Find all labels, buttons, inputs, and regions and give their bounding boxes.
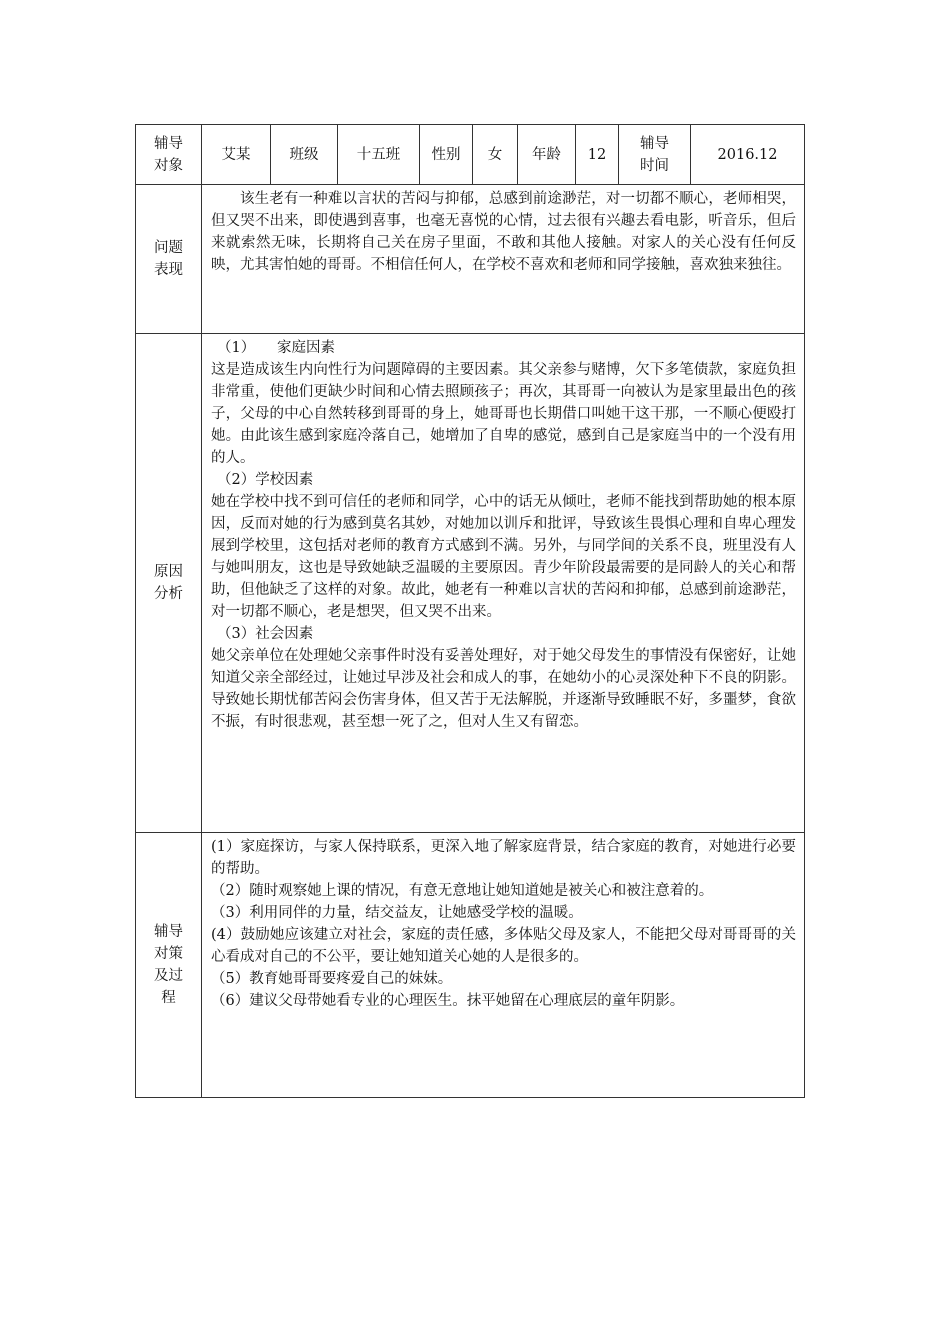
time-label: 辅导时间 (619, 125, 691, 185)
strategy-item: （2）随时观察她上课的情况，有意无意地让她知道她是被关心和被注意着的。 (211, 883, 714, 899)
student-name: 艾某 (202, 125, 271, 185)
strategy-label: 辅导对策及过程 (136, 833, 202, 1098)
strategy-cell (202, 833, 805, 1098)
cause-label: 原因分析 (136, 334, 202, 833)
problem-row (136, 185, 805, 334)
time-value: 2016.12 (691, 125, 805, 185)
record-table (135, 124, 805, 1098)
social-factor-text: 她父亲单位在处理她父亲事件时没有妥善处理好，对于她父母发生的事情没有保密好，让她知道父亲全部经过，让她过早涉及社会和成人的事，在她幼小的心灵深处种下不良的阴影。导致她长期忧郁苦闷会伤害身体，但又苦于无法解脱，并逐渐导致睡眠不好，多噩梦，食欲不振，有时很悲观，甚至想一死了之，但对人生又有留恋。 (211, 648, 796, 730)
cause-cell (202, 334, 805, 833)
age-value: 12 (576, 125, 619, 185)
strategy-row (136, 833, 805, 1098)
gender-label: 性别 (420, 125, 473, 185)
problem-label: 问题表现 (136, 185, 202, 334)
counseling-record (135, 124, 804, 1098)
strategy-item: （3）利用同伴的力量，结交益友，让她感受学校的温暖。 (211, 905, 583, 921)
school-factor-heading: （2）学校因素 (217, 472, 314, 488)
gender-value: 女 (473, 125, 518, 185)
target-label: 辅导对象 (136, 125, 202, 185)
school-factor-text: 她在学校中找不到可信任的老师和同学，心中的话无从倾吐，老师不能找到帮助她的根本原因，反而对她的行为感到莫名其妙，对她加以训斥和批评，导致该生畏惧心理和自卑心理发展到学校里，这包括对老师的教育方式感到不满。另外，与同学间的关系不良，班里没有人与她叫朋友，这也是导致她缺乏温暖的主要原因。青少年阶段最需要的是同龄人的关心和帮助，但他缺乏了这样的对象。故此，她老有一种难以言状的苦闷和抑郁，总感到前途渺茫，对一切都不顺心，老是想哭，但又哭不出来。 (211, 494, 796, 620)
cause-row (136, 334, 805, 833)
age-label: 年龄 (518, 125, 576, 185)
family-factor-text: 这是造成该生内向性行为问题障碍的主要因素。其父亲参与赌博，欠下多笔债款，家庭负担非常重，使他们更缺少时间和心情去照顾孩子；再次，其哥哥一向被认为是家里最出色的孩子，父母的中心自然转移到哥哥的身上，她哥哥也长期借口叫她干这干那，一不顺心便殴打她。由此该生感到家庭冷落自己，她增加了自卑的感觉，感到自己是家庭当中的一个没有用的人。 (211, 362, 796, 466)
strategy-item: （6）建议父母带她看专业的心理医生。抹平她留在心理底层的童年阴影。 (211, 993, 685, 1009)
class-label: 班级 (271, 125, 338, 185)
strategy-item: (1）家庭探访，与家人保持联系，更深入地了解家庭背景，结合家庭的教育，对她进行必要的帮助。 (211, 839, 796, 877)
header-row (136, 125, 805, 185)
strategy-item: (4）鼓励她应该建立对社会，家庭的责任感，多体贴父母及家人，不能把父母对哥哥哥的关心看成对自己的不公平，要让她知道关心她的人是很多的。 (211, 927, 796, 965)
problem-text: 该生老有一种难以言状的苦闷与抑郁，总感到前途渺茫，对一切都不顺心，老师相哭，但又哭不出来，即使遇到喜事，也毫无喜悦的心情，过去很有兴趣去看电影，听音乐，但后来就索然无味，长期将自己关在房子里面，不敢和其他人接触。对家人的关心没有任何反映，尤其害怕她的哥哥。不相信任何人，在学校不喜欢和老师和同学接触，喜欢独来独往。 (211, 191, 796, 273)
class-value: 十五班 (338, 125, 420, 185)
strategy-item: （5）教育她哥哥要疼爱自己的妹妹。 (211, 971, 453, 987)
family-factor-heading: （1） 家庭因素 (217, 340, 335, 356)
social-factor-heading: （3）社会因素 (217, 626, 314, 642)
problem-cell (202, 185, 805, 334)
